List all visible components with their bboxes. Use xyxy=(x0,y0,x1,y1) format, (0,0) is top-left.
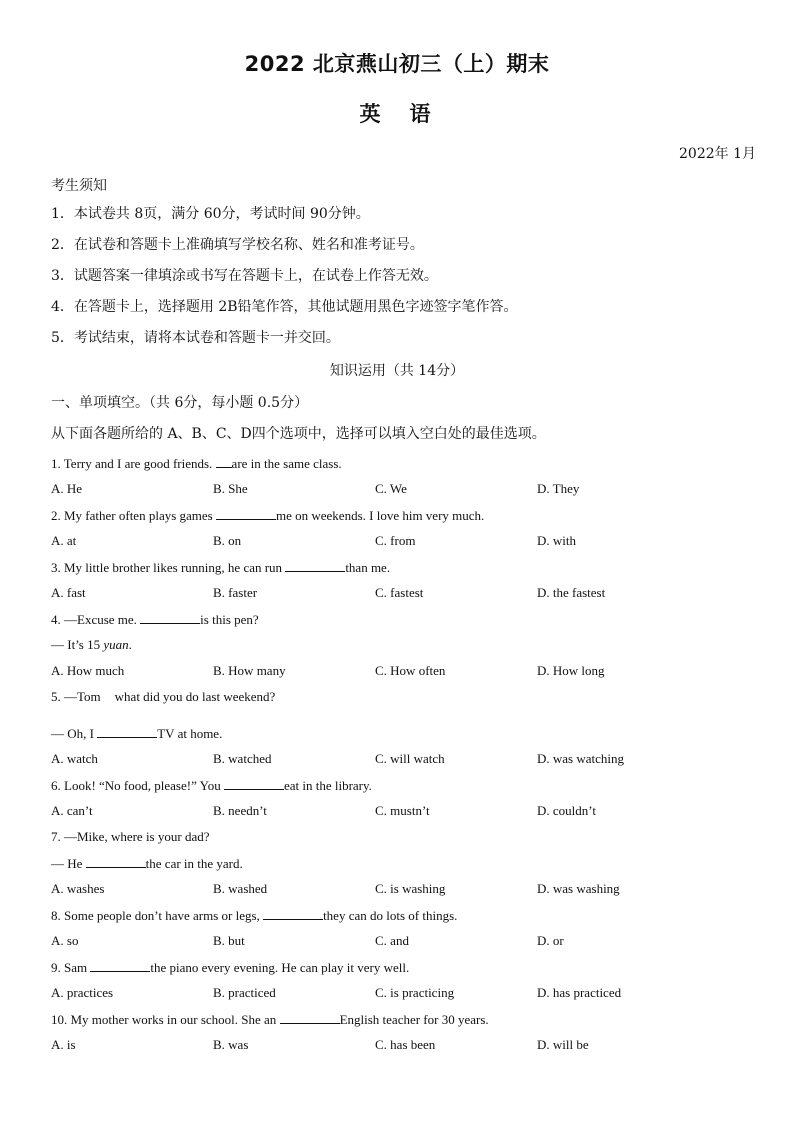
notice-item: 1．本试卷共 8页，满分 60分，考试时间 90分钟。 xyxy=(51,206,370,222)
answer-blank xyxy=(216,455,232,468)
question-reply: — Oh, I TV at home. xyxy=(51,726,223,741)
question-stem: 6. Look! “No food, please!” You eat in the library. xyxy=(51,778,372,793)
section-title: 知识运用（共 14分） xyxy=(329,363,465,379)
option-c: C. mustn’t xyxy=(375,803,430,818)
option-row xyxy=(51,933,771,959)
option-row xyxy=(51,985,771,1011)
option-d: D. or xyxy=(537,933,564,948)
answer-blank xyxy=(140,611,200,624)
question-stem: 5. —Tom what did you do last weekend? xyxy=(51,689,276,704)
answer-blank xyxy=(263,907,323,920)
option-a: A. How much xyxy=(51,663,125,678)
option-c: C. We xyxy=(375,481,407,496)
option-c: C. from xyxy=(375,533,416,548)
answer-blank xyxy=(285,559,345,572)
option-c: C. is washing xyxy=(375,881,446,896)
option-row xyxy=(51,533,771,559)
option-a: A. can’t xyxy=(51,803,93,818)
option-row xyxy=(51,585,771,611)
option-a: A. practices xyxy=(51,985,114,1000)
answer-blank xyxy=(86,855,146,868)
option-c: C. and xyxy=(375,933,409,948)
question-stem: 8. Some people don’t have arms or legs, they can do lots of things. xyxy=(51,908,458,923)
option-a: A. watch xyxy=(51,751,98,766)
option-a: A. is xyxy=(51,1037,76,1052)
option-d: D. They xyxy=(537,481,580,496)
option-row xyxy=(51,803,771,829)
notice-item: 4．在答题卡上，选择题用 2B铅笔作答，其他试题用黑色字迹签字笔作答。 xyxy=(51,299,518,315)
exam-subject: 英 语 xyxy=(359,102,435,126)
option-d: D. the fastest xyxy=(537,585,606,600)
option-d: D. How long xyxy=(537,663,605,678)
option-d: D. with xyxy=(537,533,576,548)
question-stem: 2. My father often plays games me on weekends. I love him very much. xyxy=(51,508,485,523)
question-reply: — He the car in the yard. xyxy=(51,856,243,871)
exam-date: 2022年 1月 xyxy=(679,146,756,162)
option-row xyxy=(51,751,771,777)
option-d: D. has practiced xyxy=(537,985,622,1000)
option-b: B. How many xyxy=(213,663,286,678)
option-a: A. fast xyxy=(51,585,86,600)
part-instruction: 从下面各题所给的 A、B、C、D四个选项中，选择可以填入空白处的最佳选项。 xyxy=(51,426,546,442)
answer-blank xyxy=(90,959,150,972)
option-row xyxy=(51,481,771,507)
answer-blank xyxy=(280,1011,340,1024)
option-d: D. couldn’t xyxy=(537,803,596,818)
option-b: B. practiced xyxy=(213,985,276,1000)
question-stem: 10. My mother works in our school. She an English teacher for 30 years. xyxy=(51,1012,489,1027)
question-reply: — It’s 15 yuan. xyxy=(51,637,132,652)
notice-list xyxy=(51,205,518,360)
notice-item: 5．考试结束，请将本试卷和答题卡一并交回。 xyxy=(51,330,340,346)
question-stem: 9. Sam the piano every evening. He can play it very well. xyxy=(51,960,410,975)
notice-item: 2．在试卷和答题卡上准确填写学校名称、姓名和准考证号。 xyxy=(51,237,424,253)
question-list xyxy=(51,455,771,1063)
option-b: B. on xyxy=(213,533,242,548)
option-b: B. She xyxy=(213,481,248,496)
answer-blank xyxy=(224,777,284,790)
notice-heading: 考生须知 xyxy=(51,178,107,194)
answer-blank xyxy=(97,725,157,738)
option-c: C. has been xyxy=(375,1037,436,1052)
notice-item: 3．试题答案一律填涂或书写在答题卡上，在试卷上作答无效。 xyxy=(51,268,438,284)
answer-blank xyxy=(216,507,276,520)
option-d: D. was watching xyxy=(537,751,625,766)
question-stem: 3. My little brother likes running, he can run than me. xyxy=(51,560,391,575)
option-row xyxy=(51,1037,771,1063)
option-b: B. needn’t xyxy=(213,803,267,818)
option-d: D. was washing xyxy=(537,881,620,896)
exam-title: 2022 北京燕山初三（上）期末 xyxy=(244,52,550,76)
option-d: D. will be xyxy=(537,1037,589,1052)
option-a: A. at xyxy=(51,533,77,548)
option-a: A. He xyxy=(51,481,83,496)
option-b: B. faster xyxy=(213,585,258,600)
option-c: C. fastest xyxy=(375,585,424,600)
option-b: B. watched xyxy=(213,751,272,766)
option-b: B. but xyxy=(213,933,245,948)
option-row xyxy=(51,663,771,689)
option-a: A. washes xyxy=(51,881,105,896)
option-a: A. so xyxy=(51,933,79,948)
part-heading: 一、单项填空。（共 6分，每小题 0.5分） xyxy=(51,395,309,411)
question-stem: 7. —Mike, where is your dad? xyxy=(51,829,210,844)
option-row xyxy=(51,881,771,907)
question-stem: 4. —Excuse me. is this pen? xyxy=(51,612,259,627)
option-c: C. will watch xyxy=(375,751,445,766)
question-stem: 1. Terry and I are good friends. are in the same class. xyxy=(51,456,342,471)
option-c: C. is practicing xyxy=(375,985,455,1000)
option-b: B. was xyxy=(213,1037,249,1052)
option-b: B. washed xyxy=(213,881,268,896)
option-c: C. How often xyxy=(375,663,446,678)
